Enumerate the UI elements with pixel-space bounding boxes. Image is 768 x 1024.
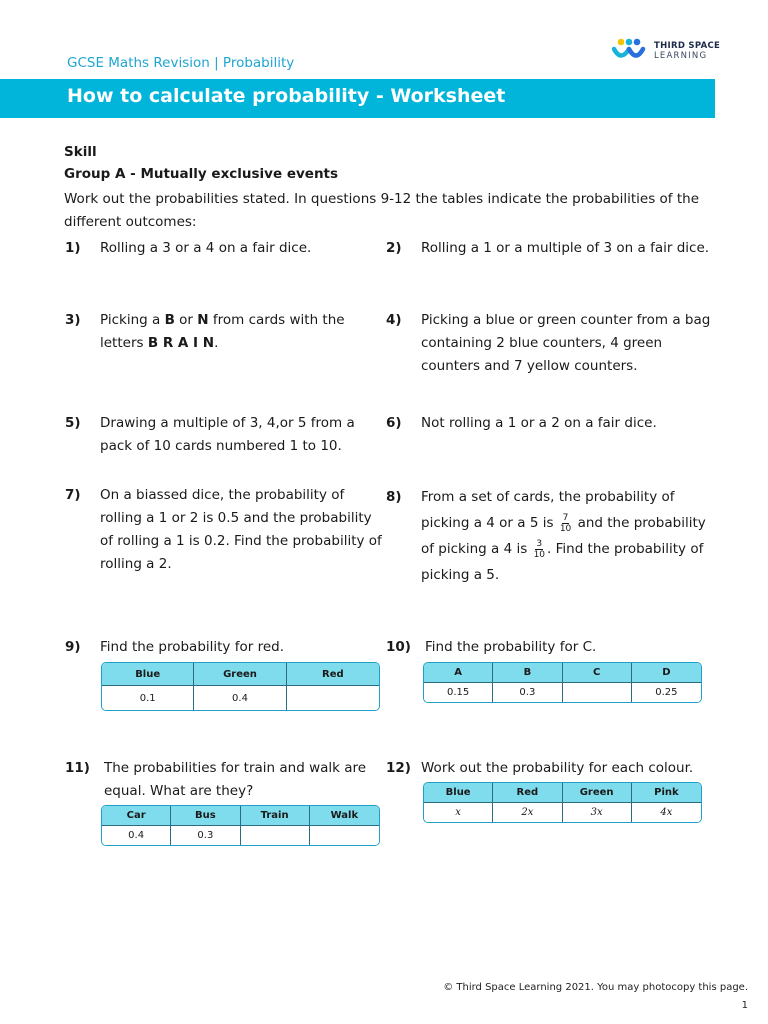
table-cell: 0.4 [194,686,286,710]
table-cell: 0.3 [493,683,562,702]
question-text: Drawing a multiple of 3, 4,or 5 from a pack of 10 cards numbered 1 to 10. [100,415,355,454]
question-number: 6) [386,415,402,431]
question-text: Find the probability for red. [100,639,284,655]
question-text: On a biassed dice, the probability of rolling a 1 or 2 is 0.5 and the probability of rolling a 1 is 0.2. Find the probability of rolling a 2. [100,487,382,572]
question-text: Rolling a 3 or a 4 on a fair dice. [100,240,312,256]
table-cell-answer[interactable] [241,826,310,845]
question-number: 9) [65,639,81,655]
table-cell: 0.1 [102,686,194,710]
table-header: Bus [171,806,240,826]
table-cell: 0.15 [424,683,493,702]
question-number: 2) [386,240,402,256]
question-number: 7) [65,487,81,503]
question-number: 3) [65,312,81,328]
question-number: 8) [386,489,402,505]
probability-table-q9 [101,662,380,711]
table-header: Train [241,806,310,826]
table-cell: 0.3 [171,826,240,845]
probability-table-q12 [423,782,702,823]
table-header: D [632,663,701,683]
table-header: Pink [632,783,701,803]
probability-table-q11 [101,805,380,846]
skill-heading: Skill [64,144,97,160]
fraction-three-tenths: $\frac{3}{10}$ [533,538,546,560]
question-number: 4) [386,312,402,328]
table-header: Walk [310,806,379,826]
table-header: Red [493,783,562,803]
page-title: How to calculate probability - Worksheet [67,85,506,107]
table-cell: 4x [632,803,701,822]
question-text: Picking a blue or green counter from a bag containing 2 blue counters, 4 green counters and 7 yellow counters. [421,312,711,374]
logo-text-line1: THIRD SPACE [654,41,721,51]
question-text: Picking a B or N from cards with the letters B R A I N. [100,312,345,351]
table-header: Red [287,663,379,686]
table-cell-answer[interactable] [310,826,379,845]
question-text: Not rolling a 1 or a 2 on a fair dice. [421,415,657,431]
question-number: 5) [65,415,81,431]
table-cell: 0.4 [102,826,171,845]
table-cell-answer[interactable] [563,683,632,702]
table-header: A [424,663,493,683]
logo-text-line2: LEARNING [654,51,708,61]
table-header: C [563,663,632,683]
table-header: Green [563,783,632,803]
probability-table-q10 [423,662,702,703]
question-text: From a set of cards, the probability of picking a 4 or a 5 is $\frac{7}{10}$ and the probability of picking a 4 is $\frac{3}{10}$ . Find the probability of picking a 5. [421,489,706,583]
table-cell: 2x [493,803,562,822]
question-text: Work out the probability for each colour. [421,760,694,776]
table-cell: 0.25 [632,683,701,702]
worksheet-subtitle: GCSE Maths Revision | Probability [67,55,295,71]
page-number: 1 [741,1000,748,1011]
question-text: Find the probability for C. [425,639,597,655]
fraction-seven-tenths: $\frac{7}{10}$ [559,512,572,534]
table-cell-answer[interactable] [287,686,379,710]
group-heading: Group A - Mutually exclusive events [64,166,339,182]
logo-mark-icon [612,38,650,64]
instructions-text: Work out the probabilities stated. In questions 9-12 the tables indicate the probabilities of the different outcomes: [64,191,700,230]
question-number: 11) [65,760,90,776]
table-header: B [493,663,562,683]
table-header: Blue [102,663,194,686]
question-number: 1) [65,240,81,256]
title-banner [0,79,715,118]
table-cell: x [424,803,493,822]
table-header: Green [194,663,286,686]
table-header: Car [102,806,171,826]
question-text: The probabilities for train and walk are equal. What are they? [104,760,367,799]
third-space-learning-logo [612,38,732,64]
table-cell: 3x [563,803,632,822]
question-number: 10) [386,639,411,655]
question-number: 12) [386,760,411,776]
table-header: Blue [424,783,493,803]
copyright-notice: © Third Space Learning 2021. You may photocopy this page. [443,982,748,993]
question-text: Rolling a 1 or a multiple of 3 on a fair dice. [421,240,710,256]
